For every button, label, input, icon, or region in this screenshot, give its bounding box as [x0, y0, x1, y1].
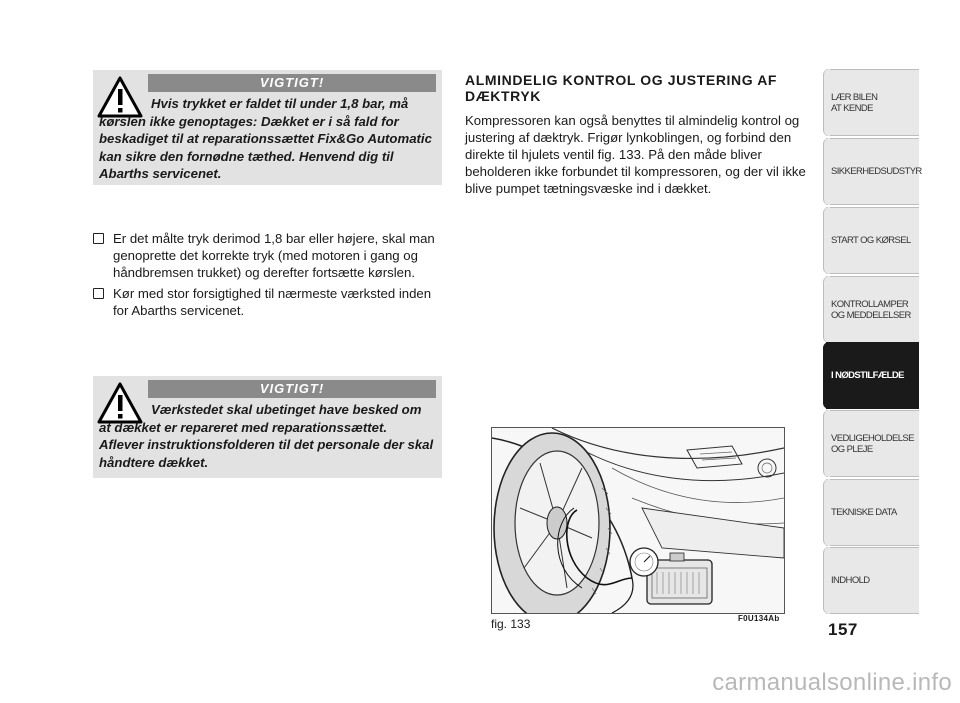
section-body: Kompressoren kan også benyttes til almindelig kontrol og justering af dæktryk. Frigør lynkoblingen, og forbind den direkte til hjulets ventil fig. 133. På den måde bliver beholderen ikke forbundet til kompressoren, og der vil ikke blive pumpet tætningsvæske ind i dækket.	[465, 113, 806, 196]
warning-heading: VIGTIGT!	[148, 74, 436, 92]
warning-text: Værkstedet skal ubetinget have besked om at dækket er repareret med reparationssættet. Aflever instruktionsfolderen til det personale der skal håndtere dækket.	[99, 402, 434, 470]
warning-text: Hvis trykket er faldet til under 1,8 bar, må kørslen ikke genoptages: Dækket er i så fald for beskadiget til at reparationssættet Fix&Go Automatic kan sikre den fornødne tæthed. Henvend dig til Abarths servicenet.	[99, 96, 432, 181]
list-item: Kør med stor forsigtighed til nærmeste værksted inden for Abarths servicenet.	[93, 285, 443, 319]
figure-code: F0U134Ab	[738, 614, 780, 623]
watermark: carmanualsonline.info	[712, 669, 952, 696]
section-title: ALMINDELIG KONTROL OG JUSTERING AF DÆKTRYK	[465, 72, 778, 104]
tab-indhold[interactable]: INDHOLD	[826, 547, 919, 614]
tab-i-nodstilfaelde[interactable]: I NØDSTILFÆLDE	[826, 342, 919, 409]
tab-vedligeholdelse[interactable]: VEDLIGEHOLDELSE OG PLEJE	[826, 410, 919, 477]
tab-kontrollamper[interactable]: KONTROLLAMPER OG MEDDELELSER	[826, 276, 919, 343]
warning-box-2	[93, 376, 442, 478]
warning-heading: VIGTIGT!	[148, 380, 436, 398]
tab-start-og-korsel[interactable]: START OG KØRSEL	[826, 207, 919, 274]
tyre-compressor-illustration	[492, 428, 784, 613]
figure-label: fig. 133	[491, 617, 531, 631]
tab-sikkerhedsudstyr[interactable]: SIKKERHEDSUDSTYR	[826, 138, 919, 205]
checkbox-bullet-icon	[93, 233, 104, 244]
checkbox-bullet-icon	[93, 288, 104, 299]
tab-laer-bilen[interactable]: LÆR BILEN AT KENDE	[826, 69, 919, 136]
bullet-list	[93, 230, 443, 323]
warning-box-1	[93, 70, 442, 185]
figure-illustration	[491, 427, 785, 614]
list-item: Er det målte tryk derimod 1,8 bar eller højere, skal man genoprette det korrekte tryk (med motoren i gang og håndbremsen trukket) og derefter fortsætte kørslen.	[93, 230, 443, 281]
page-number: 157	[828, 620, 858, 639]
tab-tekniske-data[interactable]: TEKNISKE DATA	[826, 479, 919, 546]
